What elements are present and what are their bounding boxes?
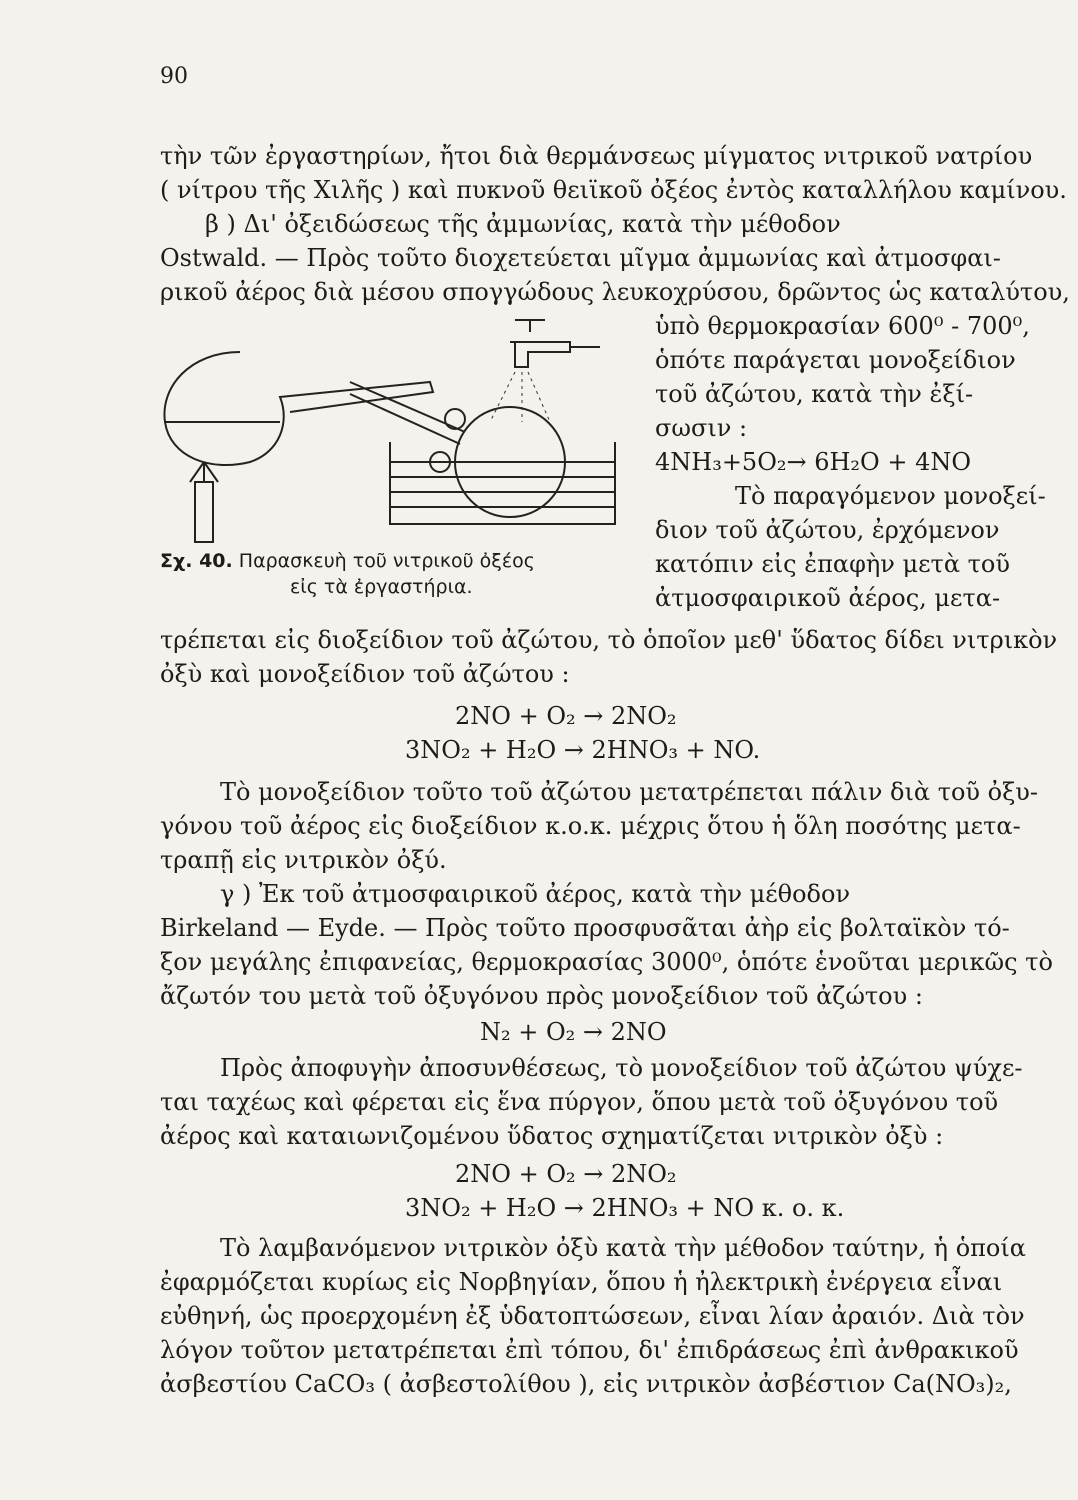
text-line: Πρὸς ἀποφυγὴν ἀποσυνθέσεως, τὸ μονοξείδιον τοῦ ἀζώτου ψύχε- — [220, 1054, 1023, 1082]
section-heading-c: γ ) Ἐκ τοῦ ἀτμοσφαιρικοῦ ἀέρος, κατὰ τὴν μέθοδον — [220, 880, 851, 908]
text-line: ἐφαρμόζεται κυρίως εἰς Νορβηγίαν, ὅπου ἡ ἠλεκτρικὴ ἐνέργεια εἶναι — [160, 1268, 1003, 1296]
text-line: γόνου τοῦ ἀέρος εἰς διοξείδιον κ.ο.κ. μέχρις ὅτου ἡ ὅλη ποσότης μετα- — [160, 812, 1021, 840]
apparatus-figure — [150, 312, 640, 544]
caption-text-2: εἰς τὰ ἐργαστήρια. — [290, 576, 473, 598]
text-line: τραπῇ εἰς νιτρικὸν ὀξύ. — [160, 846, 447, 874]
text-line: ὑπὸ θερμοκρασίαν 600⁰ - 700⁰, — [655, 312, 1030, 340]
text-line: ἀέρος καὶ καταιωνιζομένου ὕδατος σχηματίζεται νιτρικὸν ὀξὺ : — [160, 1122, 944, 1150]
text-line: Ostwald. — Πρὸς τοῦτο διοχετεύεται μῖγμα ἀμμωνίας καὶ ἀτμοσφαι- — [160, 244, 1001, 272]
text-line: ται ταχέως καὶ φέρεται εἰς ἕνα πύργον, ὅπου μετὰ τοῦ ὀξυγόνου τοῦ — [160, 1088, 999, 1116]
figure-caption — [160, 548, 640, 600]
text-line: Τὸ παραγόμενον μονοξεί- — [735, 482, 1046, 510]
text-line: λόγον τοῦτον μετατρέπεται ἐπὶ τόπου, δι' ἐπιδράσεως ἐπὶ ἀνθρακικοῦ — [160, 1336, 1019, 1364]
text-line: Τὸ λαμβανόμενον νιτρικὸν ὀξὺ κατὰ τὴν μέθοδον ταύτην, ἡ ὁποία — [220, 1234, 1026, 1262]
text-line: ὀξὺ καὶ μονοξείδιον τοῦ ἀζώτου : — [160, 660, 570, 688]
text-line: σωσιν : — [655, 414, 748, 442]
text-line: ὁπότε παράγεται μονοξείδιον — [655, 346, 1016, 374]
text-line: τὴν τῶν ἐργαστηρίων, ἤτοι διὰ θερμάνσεως μίγματος νιτρικοῦ νατρίου — [160, 142, 1033, 170]
text-line: ( νίτρου τῆς Χιλῆς ) καὶ πυκνοῦ θειϊκοῦ ὀξέος ἐντὸς καταλλήλου καμίνου. — [160, 176, 1067, 204]
text-line: ἀσβεστίου CaCO₃ ( ἀσβεστολίθου ), εἰς νιτρικὸν ἀσβέστιον Ca(NO₃)₂, — [160, 1370, 1012, 1398]
text-line: ἀτμοσφαιρικοῦ ἀέρος, μετα- — [655, 584, 1001, 612]
text-line: διον τοῦ ἀζώτου, ἐρχόμενον — [655, 516, 1000, 544]
equation: 3NO₂ + H₂O → 2HNO₃ + NO. — [405, 736, 761, 764]
equation: 3NO₂ + H₂O → 2HNO₃ + NO κ. ο. κ. — [405, 1194, 845, 1222]
page-number: 90 — [160, 64, 188, 89]
text-line: εὐθηνή, ὡς προερχομένη ἐξ ὑδατοπτώσεων, εἶναι λίαν ἀραιόν. Διὰ τὸν — [160, 1302, 1025, 1330]
text-line: Birkeland — Eyde. — Πρὸς τοῦτο προσφυσᾶται ἀὴρ εἰς βολταϊκὸν τό- — [160, 914, 1010, 942]
text-line: τρέπεται εἰς διοξείδιον τοῦ ἀζώτου, τὸ ὁποῖον μεθ' ὕδατος δίδει νιτρικὸν — [160, 626, 1058, 654]
text-line: Τὸ μονοξείδιον τοῦτο τοῦ ἀζώτου μετατρέπεται πάλιν διὰ τοῦ ὀξυ- — [220, 778, 1039, 806]
text-line: ξον μεγάλης ἐπιφανείας, θερμοκρασίας 3000⁰, ὁπότε ἑνοῦται μερικῶς τὸ — [160, 948, 1053, 976]
text-line: ἄζωτόν του μετὰ τοῦ ὀξυγόνου πρὸς μονοξείδιον τοῦ ἀζώτου : — [160, 982, 923, 1010]
text-line: τοῦ ἀζώτου, κατὰ τὴν ἐξί- — [655, 380, 974, 408]
text-line: ρικοῦ ἀέρος διὰ μέσου σπογγώδους λευκοχρύσου, δρῶντος ὡς καταλύτου, — [160, 278, 1070, 306]
equation: 2NO + O₂ → 2NO₂ — [455, 1160, 677, 1188]
section-heading-b: β ) Δι' ὀξειδώσεως τῆς ἀμμωνίας, κατὰ τὴν μέθοδον — [205, 210, 841, 238]
caption-text: Παρασκευὴ τοῦ νιτρικοῦ ὀξέος — [238, 550, 535, 572]
equation: 2NO + O₂ → 2NO₂ — [455, 702, 677, 730]
text-line: κατόπιν εἰς ἐπαφὴν μετὰ τοῦ — [655, 550, 1010, 578]
equation-ostwald: 4NH₃+5O₂→ 6H₂O + 4NO — [655, 448, 972, 476]
caption-label: Σχ. 40. — [160, 550, 233, 572]
equation: N₂ + O₂ → 2NO — [480, 1018, 667, 1046]
